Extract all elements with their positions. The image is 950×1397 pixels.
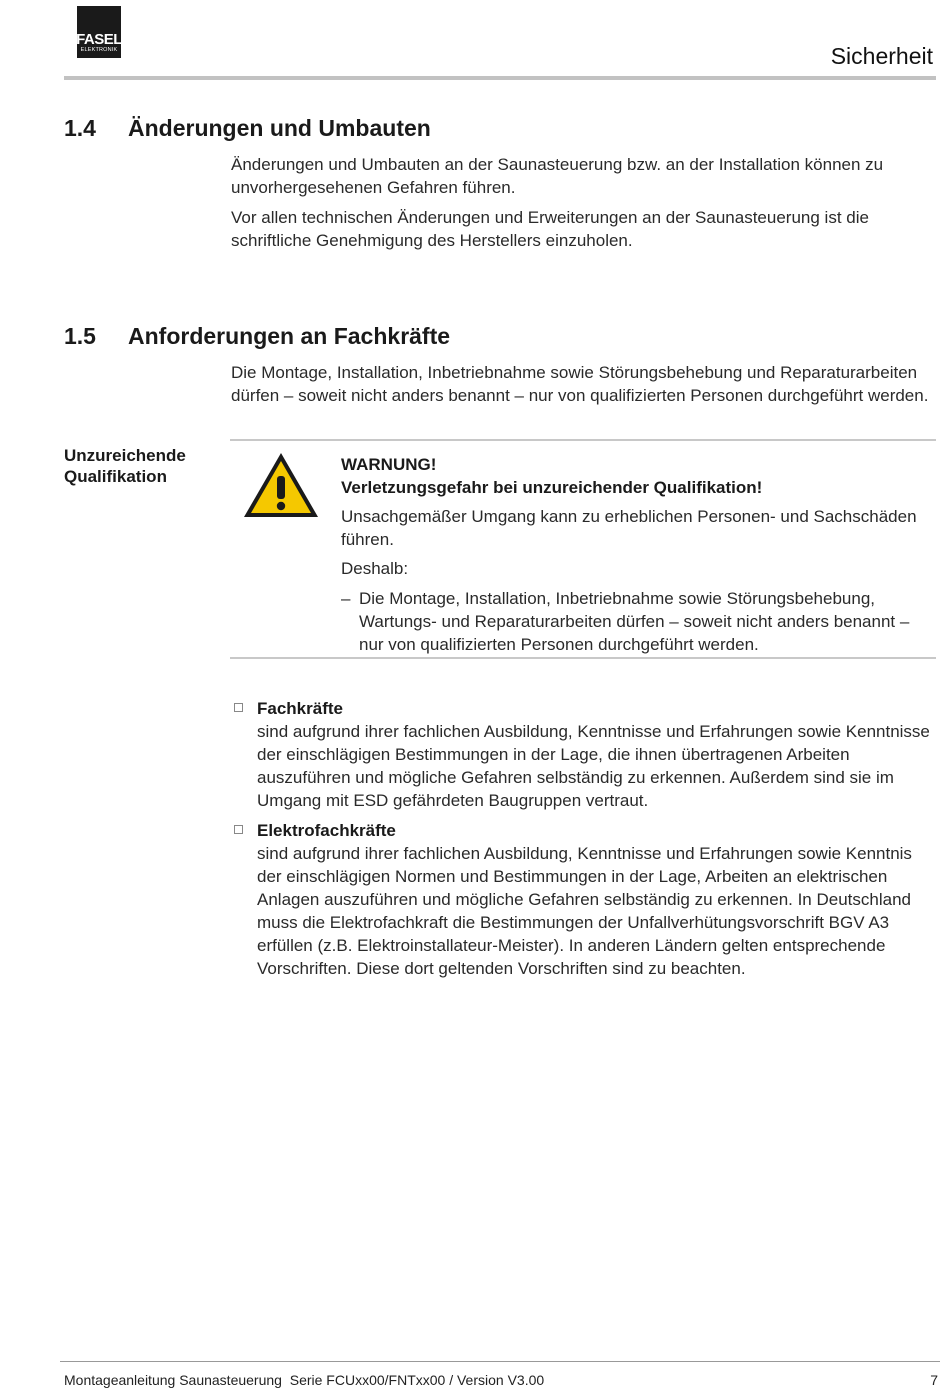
- list-item-text: sind aufgrund ihrer fachlichen Ausbildung, Kenntnisse und Erfahrungen sowie Kenntnisse der einschlägigen Bestimmungen in der Lage, die ihnen übertragenen Arbeiten auszuführen und mögliche Gefahren selbständig zu erkennen. Außerdem sind sie im Umgang mit ESD gefährdeten Baugruppen vertraut.: [257, 722, 930, 810]
- footer-document-title: Montageanleitung Saunasteuerung Serie FCUxx00/FNTxx00 / Version V3.00: [64, 1372, 545, 1388]
- list-item-title: Elektrofachkräfte: [257, 821, 396, 840]
- page-number: 7: [930, 1372, 938, 1388]
- warning-therefore: Deshalb:: [341, 559, 409, 578]
- section-1-5-title: Anforderungen an Fachkräfte: [128, 323, 451, 349]
- square-bullet-icon: [234, 703, 243, 712]
- section-1-5-number: 1.5: [64, 323, 96, 349]
- list-item: [233, 819, 938, 980]
- warning-measure-text: Die Montage, Installation, Inbetriebnahme sowie Störungsbehebung, Wartungs- und Reparaturarbeiten dürfen – soweit nicht anders benannt – nur von qualifizierten Personen durchgeführt werden.: [359, 589, 910, 654]
- warning-text: Unsachgemäßer Umgang kann zu erheblichen Personen- und Sachschäden führen.: [341, 507, 917, 549]
- logo-subline: ELEKTRONIK: [80, 47, 118, 53]
- section-1-4-number: 1.4: [64, 115, 96, 141]
- warning-signal-word: WARNUNG!: [341, 455, 437, 474]
- section-1-5-intro: Die Montage, Installation, Inbetriebnahme sowie Störungsbehebung und Reparaturarbeiten dürfen – soweit nicht anders benannt – nur von qualifizierten Personen durchgeführt werden.: [231, 363, 929, 405]
- list-item-text: sind aufgrund ihrer fachlichen Ausbildung, Kenntnisse und Erfahrungen sowie Kenntnis der einschlägigen Normen und Bestimmungen in der Lage, Arbeiten an elektrischen Anlagen auszuführen und mögliche Gefahren selbständig zu erkennen. In Deutschland muss die Elektrofachkraft die Bestimmungen der Unfallverhütungsvorschrift BGV A3 erfüllen (z.B. Elektroinstallateur-Meister). In anderen Ländern gelten entsprechende Vorschriften. Diese dort geltenden Vorschriften sind zu beachten.: [257, 844, 912, 978]
- warning-top-rule: [230, 439, 936, 441]
- section-1-4-paragraph: Vor allen technischen Änderungen und Erweiterungen an der Saunasteuerung ist die schriftliche Genehmigung des Herstellers einzuholen.: [231, 208, 869, 250]
- warning-bottom-rule: [230, 657, 936, 659]
- warning-measure: [341, 587, 936, 656]
- section-1-4-title: Änderungen und Umbauten: [128, 115, 431, 141]
- dash-marker: –: [341, 589, 351, 608]
- company-logo: [77, 6, 121, 58]
- section-1-4-paragraph: Änderungen und Umbauten an der Saunasteuerung bzw. an der Installation können zu unvorhergesehenen Gefahren führen.: [231, 155, 884, 197]
- footer-divider: [60, 1361, 940, 1362]
- warning-triangle-icon: [242, 451, 320, 519]
- qualification-list: [233, 697, 938, 987]
- warning-headline: Verletzungsgefahr bei unzureichender Qualifikation!: [341, 478, 763, 497]
- logo-wordmark: FASEL: [76, 31, 122, 48]
- margin-label: Unzureichende Qualifikation: [64, 446, 186, 486]
- warning-content: [341, 453, 936, 656]
- chapter-title: Sicherheit: [830, 43, 933, 69]
- square-bullet-icon: [234, 825, 243, 834]
- list-item-title: Fachkräfte: [257, 699, 343, 718]
- header-divider: [64, 76, 936, 80]
- list-item: [233, 697, 938, 812]
